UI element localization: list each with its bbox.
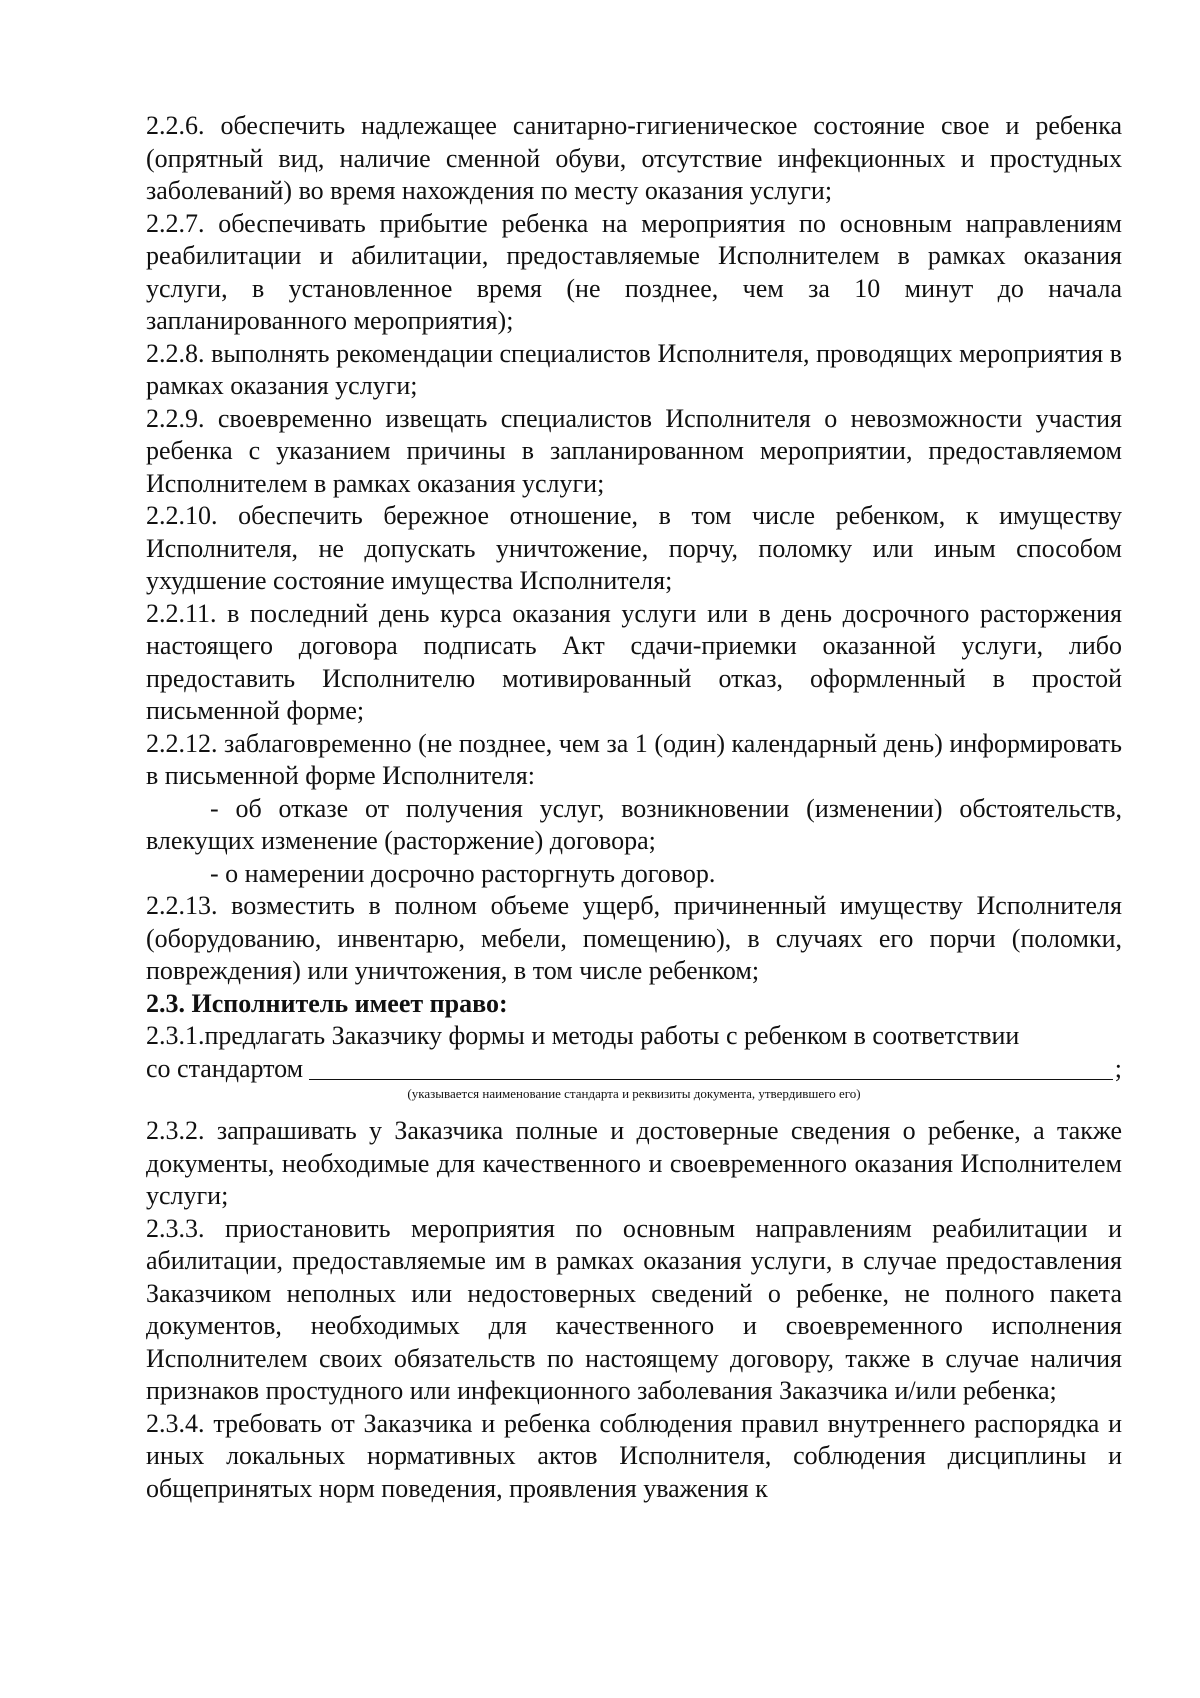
clause-2-3-3: 2.3.3. приостановить мероприятия по основным направлениям реабилитации и абилитации, предоставляемые им в рамках оказания услуги, в случае предоставления Заказчиком неполных или недостоверных сведений о ребенке, не полного пакета документов, необходимых для качественного и своевременного исполнения Исполнителем своих обязательств по настоящему договору, также в случае наличия признаков простудного или инфекционного заболевания Заказчика и/или ребенка;: [146, 1213, 1122, 1405]
sub-item-refusal: - об отказе от получения услуг, возникновении (изменении) обстоятельств, влекущих изменение (расторжение) договора;: [146, 793, 1122, 855]
standard-blank: [309, 1055, 1113, 1080]
clause-2-3-4: 2.3.4. требовать от Заказчика и ребенка соблюдения правил внутреннего распорядка и иных локальных нормативных актов Исполнителя, соблюдения дисциплины и общепринятых норм поведения, проявления уважения к: [146, 1408, 1122, 1503]
standard-caption: (указывается наименование стандарта и реквизиты документа, утвердившего его): [407, 1086, 861, 1101]
standard-prefix: со стандартом: [146, 1053, 304, 1083]
clause-2-2-11: 2.2.11. в последний день курса оказания услуги или в день досрочного расторжения настоящего договора подписать Акт сдачи-приемки оказанной услуги, либо предоставить Исполнителю мотивированный отказ, оформленный в простой письменной форме;: [146, 598, 1122, 725]
standard-suffix: ;: [1114, 1053, 1122, 1083]
clause-2-2-7: 2.2.7. обеспечивать прибытие ребенка на мероприятия по основным направлениям реабилитации и абилитации, предоставляемые Исполнителем в рамках оказания услуги, в установленное время (не позднее, чем за 10 минут до начала запланированного мероприятия);: [146, 208, 1122, 335]
clause-2-2-12: 2.2.12. заблаговременно (не позднее, чем за 1 (один) календарный день) информировать в письменной форме Исполнителя:: [146, 728, 1122, 790]
clause-2-2-8: 2.2.8. выполнять рекомендации специалистов Исполнителя, проводящих мероприятия в рамках оказания услуги;: [146, 338, 1122, 400]
clause-2-2-10: 2.2.10. обеспечить бережное отношение, в том числе ребенком, к имуществу Исполнителя, не допускать уничтожение, порчу, поломку или иным способом ухудшение состояние имущества Исполнителя;: [146, 501, 1122, 595]
standard-fill-line: [146, 1053, 1122, 1086]
clause-2-2-6: 2.2.6. обеспечить надлежащее санитарно-гигиеническое состояние свое и ребенка (опрятный вид, наличие сменной обуви, отсутствие инфекционных и простудных заболеваний) во время нахождения по месту оказания услуги;: [146, 111, 1122, 205]
document-page: [146, 110, 1122, 1505]
clause-2-3-1: 2.3.1.предлагать Заказчику формы и методы работы с ребенком в соответствии: [146, 1021, 1020, 1050]
clause-2-3-2: 2.3.2. запрашивать у Заказчика полные и достоверные сведения о ребенке, а также документы, необходимые для качественного и своевременного оказания Исполнителем услуги;: [146, 1116, 1122, 1210]
clause-2-2-9: 2.2.9. своевременно извещать специалистов Исполнителя о невозможности участия ребенка с указанием причины в запланированном мероприятии, предоставляемом Исполнителем в рамках оказания услуги;: [146, 403, 1122, 498]
sub-item-termination: - о намерении досрочно расторгнуть договор.: [210, 858, 716, 888]
section-heading: 2.3. Исполнитель имеет право:: [146, 988, 508, 1018]
clause-2-2-13: 2.2.13. возместить в полном объеме ущерб, причиненный имуществу Исполнителя (оборудованию, инвентарю, мебели, помещению), в случаях его порчи (поломки, повреждения) или уничтожения, в том числе ребенком;: [146, 891, 1122, 985]
